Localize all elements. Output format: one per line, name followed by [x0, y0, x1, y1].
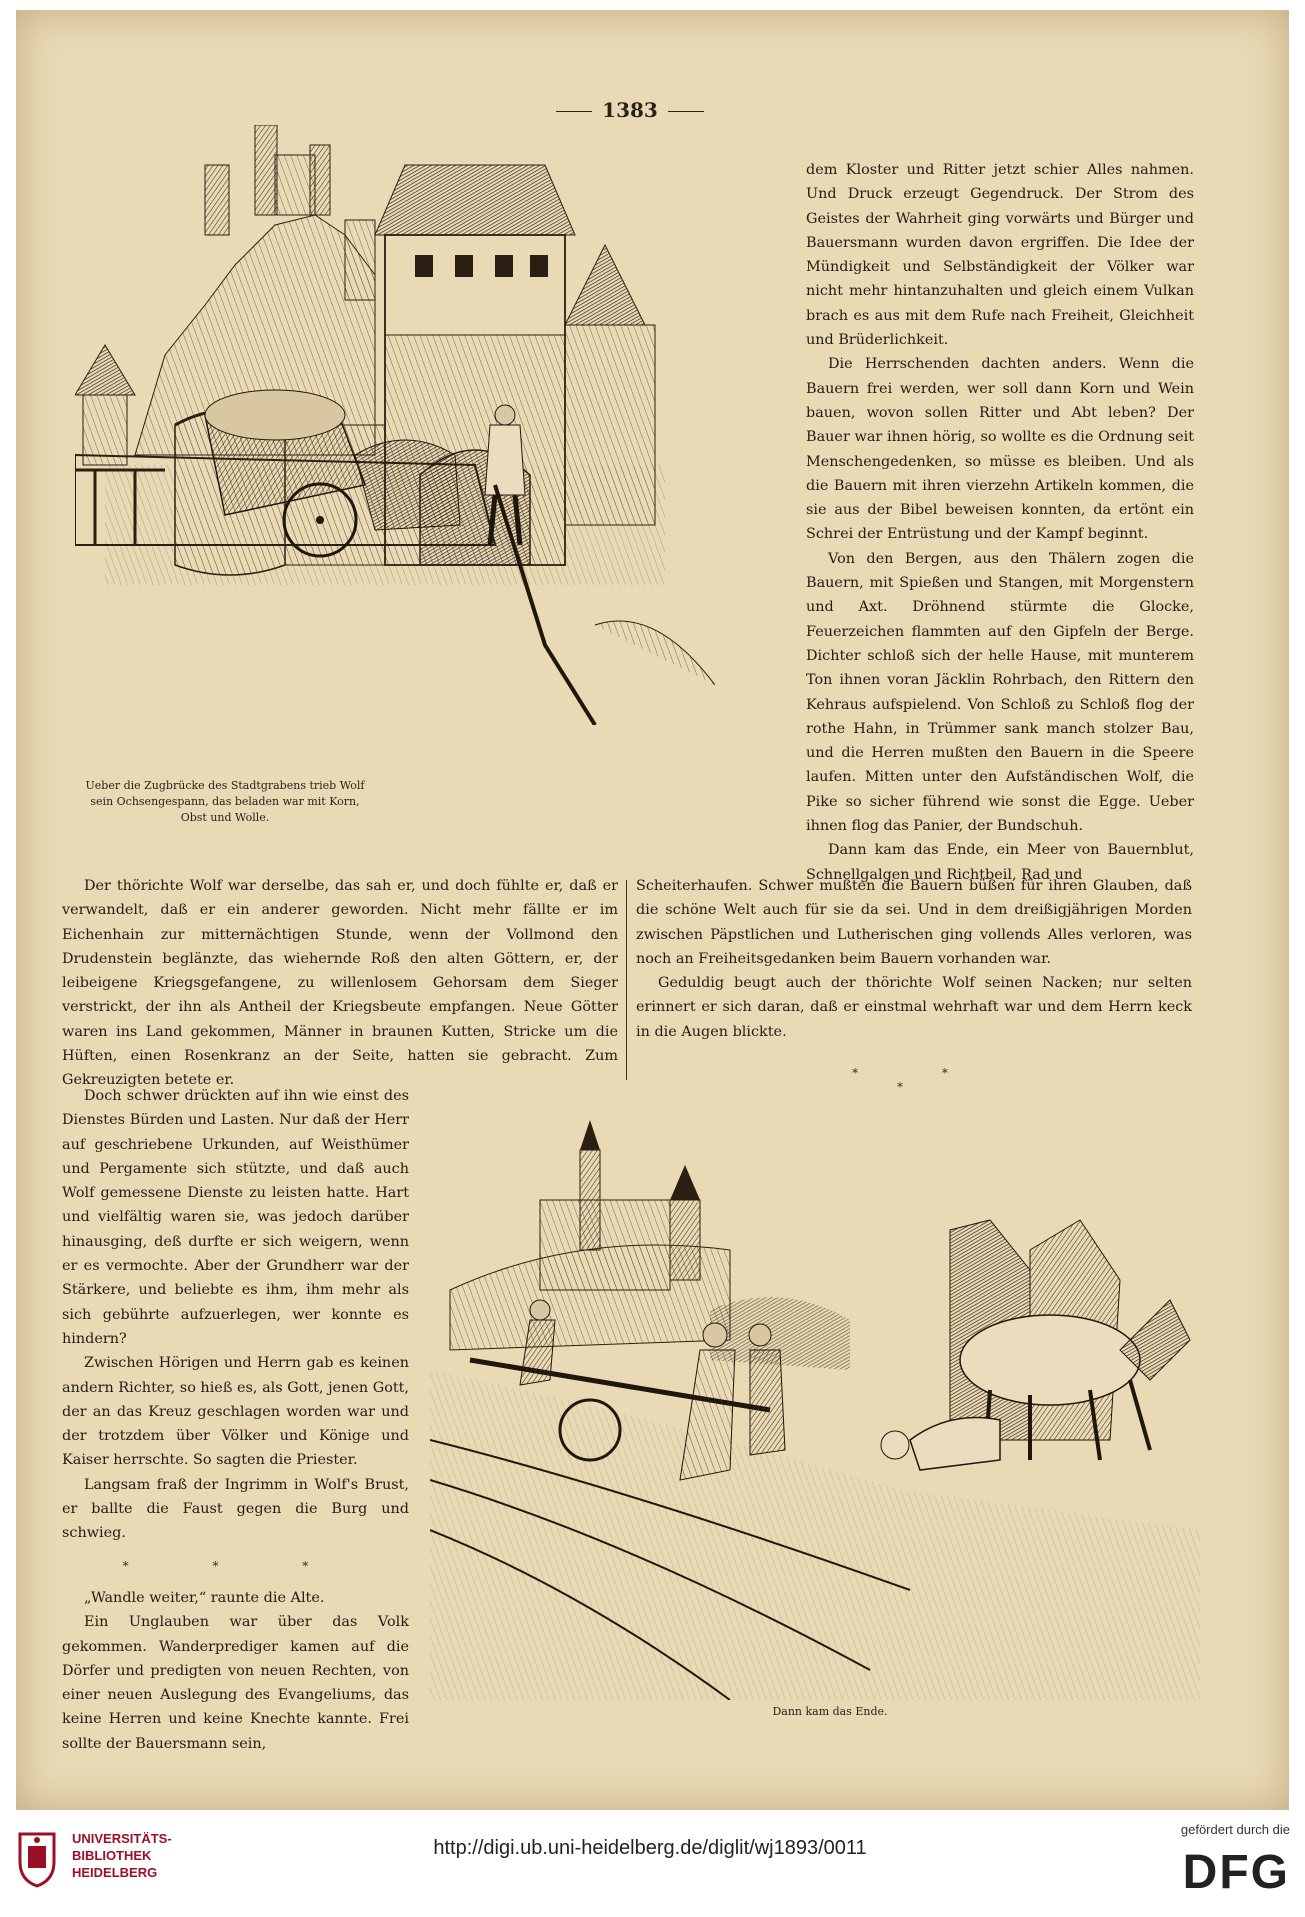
- middle-right-text: [636, 874, 1192, 1044]
- funded-by-label: gefördert durch die: [1180, 1822, 1290, 1837]
- university-line: BIBLIOTHEK: [72, 1848, 152, 1863]
- university-seal-icon: [14, 1828, 60, 1888]
- paragraph: Der thörichte Wolf war derselbe, das sah er, und doch fühlte er, daß er verwandelt, daß er ein anderer geworden. Nicht mehr fällte er im Eichenhain zur mitternächtigen Stunde, wenn der Vollmond den Drudenstein beglänzte, das wiehernde Roß den alten Göttern, er, der leibeigene Kriegsgefangene, zu willenlosem Gehorsam dem Sieger verstrickt, der ihn als Antheil der Kriegsbeute empfangen. Neue Götter waren ins Land gekommen, Männer in braunen Kutten, Stricke um die Hüften, einen Rosenkranz an der Seite, hatten sie gebracht. Zum Gekreuzigten betete er.: [62, 878, 618, 1089]
- bottom-illustration-caption: Dann kam das Ende.: [772, 1705, 888, 1718]
- section-divider-stars: * * *: [852, 1066, 988, 1094]
- paragraph: Scheiterhaufen. Schwer mußten die Bauern büßen für ihren Glauben, daß die schöne Welt auch für sie da sei. Und in dem dreißigjährigen Morden zwischen Päpstlichen und Lutherischen ging vollends Alles verloren, was noch an Freiheitsgedanken beim Bauern vorhanden war.: [636, 878, 1192, 967]
- page-number: 1383: [540, 98, 720, 122]
- peasants-knights-engraving: [430, 1110, 1200, 1700]
- middle-left-text: [62, 874, 618, 1093]
- paragraph: Langsam fraß der Ingrimm in Wolf's Brust, er ballte die Faust gegen die Burg und schwieg.: [62, 1476, 409, 1542]
- paragraph: Ein Unglauben war über das Volk gekommen. Wanderprediger kamen auf die Dörfer und predigten von neuen Rechten, von einer neuen Auslegung des Evangeliums, das keine Herren und keine Knechte kannte. Frei sollte der Bauersmann sein,: [62, 1614, 409, 1752]
- top-illustration-caption: Ueber die Zugbrücke des Stadtgrabens trieb Wolf sein Ochsengespann, das beladen war mit Korn, Obst und Wolle.: [85, 779, 365, 824]
- paragraph: Von den Bergen, aus den Thälern zogen die Bauern, mit Spießen und Stangen, mit Morgenstern und Axt. Dröhnend stürmte die Glocke, Feuerzeichen flammten auf den Gipfeln der Berge. Dichter schloß sich der helle Hause, mit munterem Ton ihnen voran Jäcklin Rohrbach, den Rittern den Kehraus aufspielend. Von Schloß zu Schloß flog der rothe Hahn, in Trümmer sank manch stolzer Bau, und die Herren mußten den Bauern in die Speere laufen. Mitten unter den Aufständischen Wolf, die Pike so sicher führend wie sonst die Egge. Ueber ihnen flog das Panier, der Bundschuh.: [806, 550, 1194, 835]
- castle-gate-engraving: [75, 125, 715, 725]
- university-library-name: [72, 1830, 172, 1881]
- paragraph: dem Kloster und Ritter jetzt schier Alles nahmen. Und Druck erzeugt Gegendruck. Der Strom des Geistes der Wahrheit ging vorwärts und Bürger und Bauersmann wurden davon ergriffen. Die Idee der Mündigkeit und Selbständigkeit der Völker war nicht mehr hintanzuhalten und gleich einem Vulkan brach es aus mit dem Rufe nach Freiheit, Gleichheit und Brüderlichkeit.: [806, 162, 1194, 349]
- dfg-logo: DFG: [1182, 1846, 1290, 1899]
- paragraph: „Wandle weiter,“ raunte die Alte.: [84, 1589, 325, 1606]
- permalink-url[interactable]: http://digi.ub.uni-heidelberg.de/diglit/wj1893/0011: [433, 1837, 867, 1859]
- paragraph: Die Herrschenden dachten anders. Wenn die Bauern frei werden, wer soll dann Korn und Wein bauen, wovon sollen Ritter und Abt leben? Der Bauer war ihnen hörig, so wollte es die Ordnung seit Menschengedenken, so müsse es bleiben. Und als die Bauern mit ihren vierzehn Artikeln kommen, die sie aus der Bibel beweisen konnten, da ertönt ein Schrei der Entrüstung und der Kampf beginnt.: [806, 356, 1194, 543]
- paragraph: Doch schwer drückten auf ihn wie einst des Dienstes Bürden und Lasten. Nur daß der Herr auf geschriebene Urkunden, auf Weisthümer und Pergamente sich stützte, und daß auch Wolf gemessene Dienste zu leisten hatte. Hart und vielfältig waren sie, was jedoch darüber hinausging, deß durfte er sich weigern, wenn er es vermochte. Aber der Grundherr war der Stärkere, und beliebte es ihm, ihm mehr als sich gebührte aufzuerlegen, wer konnte es hindern?: [62, 1088, 409, 1347]
- university-line: HEIDELBERG: [72, 1865, 158, 1880]
- left-column-bottom-text: [62, 1084, 409, 1756]
- paragraph: Zwischen Hörigen und Herrn gab es keinen andern Richter, so hieß es, als Gott, jenen Gott, der an das Kreuz geschlagen worden war und der trotzdem über Völker und Könige und Kaiser herrschte. So sagten die Priester.: [62, 1355, 409, 1469]
- paragraph: Geduldig beugt auch der thörichte Wolf seinen Nacken; nur selten erinnert er sich daran, daß er einstmal wehrhaft war und dem Herrn keck in die Augen blickte.: [636, 975, 1192, 1040]
- paragraph: Dann kam das Ende, ein Meer von Bauernblut, Schnellgalgen und Richtbeil, Rad und: [806, 842, 1194, 883]
- university-line: UNIVERSITÄTS-: [72, 1831, 172, 1846]
- column-divider: [626, 880, 627, 1080]
- section-divider-stars: * * *: [122, 1558, 349, 1573]
- right-column-top-text: [806, 158, 1194, 887]
